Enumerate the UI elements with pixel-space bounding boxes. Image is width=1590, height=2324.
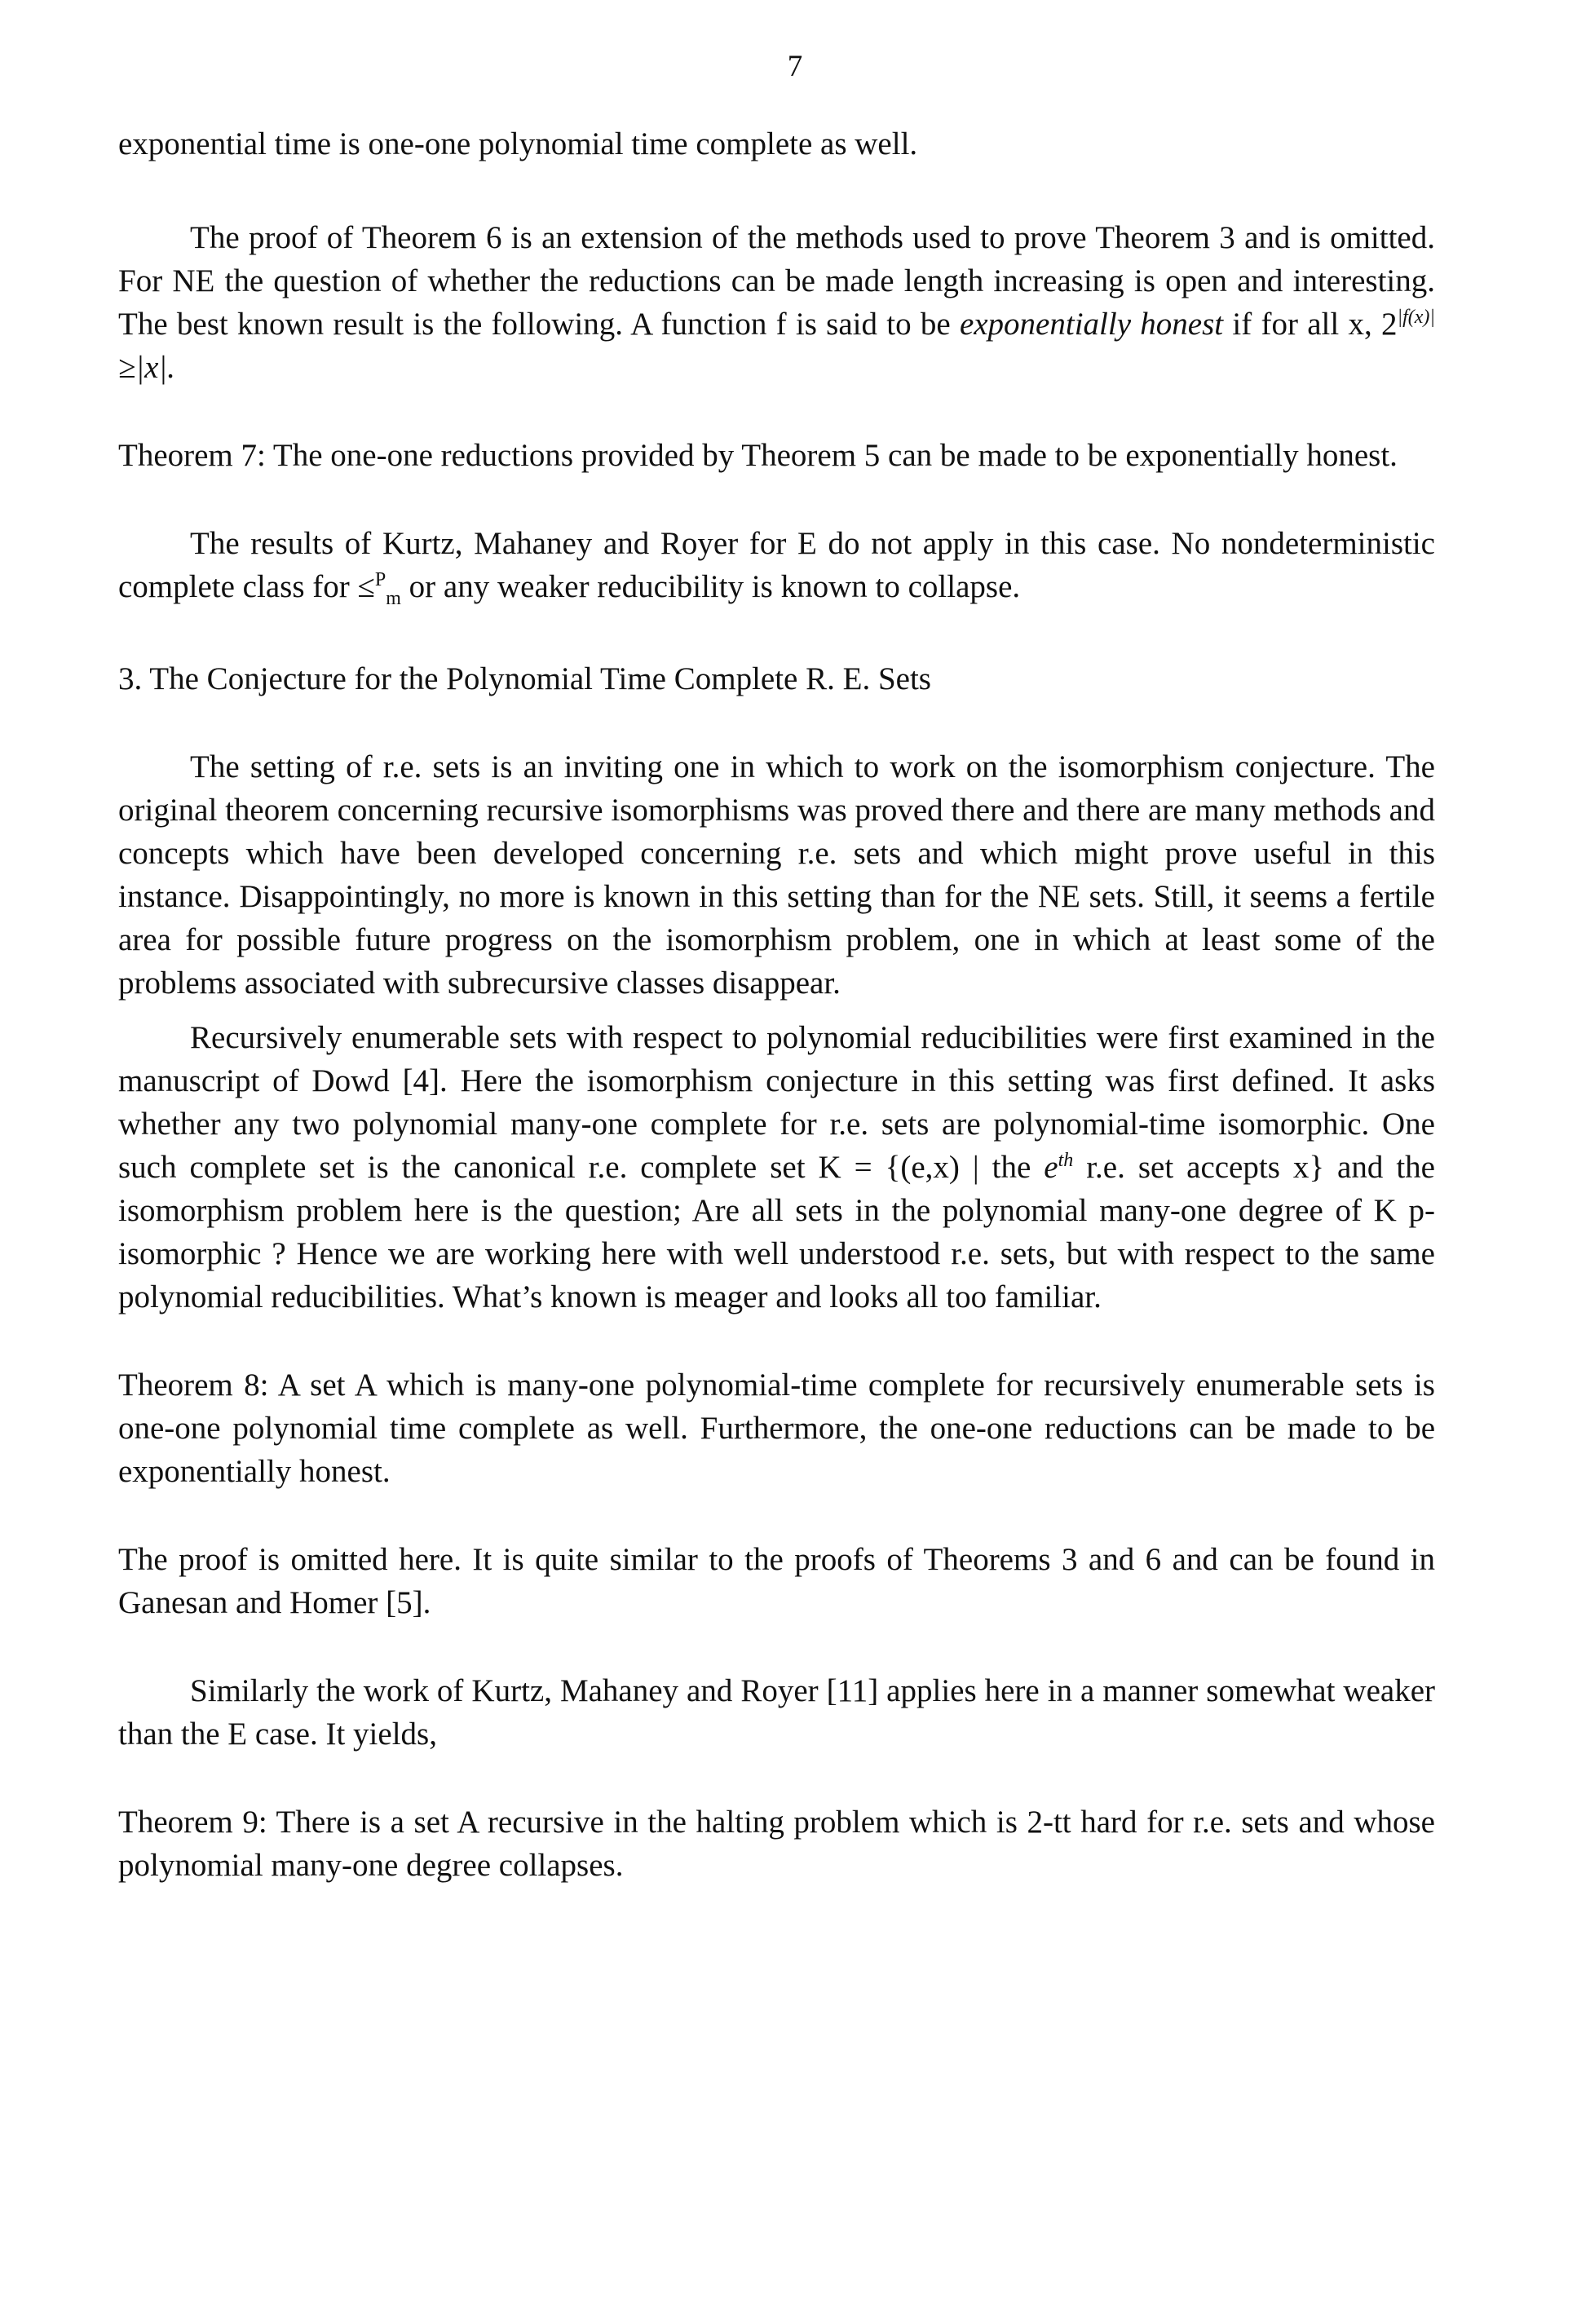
page-number: 7 (787, 50, 803, 83)
page-body (118, 122, 1435, 1887)
theorem-9: Theorem 9: There is a set A recursive in the halting problem which is 2-tt hard for r.e. sets and whose polynomial many-one degree collapses. (118, 1805, 1435, 1883)
paragraph-re-setting: The setting of r.e. sets is an inviting one in which to work on the isomorphism conjecture. The original theorem concerning recursive isomorphisms was proved there and there are many methods and concepts which have been developed concerning r.e. sets and which might prove useful in this instance. Disappointingly, no more is known in this setting than for the NE sets. Still, it seems a fertile area for possible future progress on the isomorphism problem, one in which at least some of the problems associated with subrecursive classes disappear. (118, 749, 1435, 1001)
paragraph-kmr-results (118, 522, 1435, 608)
e-letter: e (1044, 1150, 1058, 1185)
paragraph-intro: exponential time is one-one polynomial time complete as well. (118, 126, 918, 161)
le-symbol: ≤ (357, 569, 375, 604)
paragraph-kmr-similar: Similarly the work of Kurtz, Mahaney and Royer [11] applies here in a manner somewhat weaker than the E case. It yields, (118, 1673, 1435, 1752)
paragraph-theorem6-proof (118, 216, 1435, 389)
paragraph-dowd (118, 1016, 1435, 1319)
term-exponentially-honest: exponentially honest (959, 307, 1224, 342)
text-span: Recursively enumerable sets with respect to polynomial reducibilities were first examined in the manuscript of Dowd [4]. Here the isomorphism conjecture in this setting was first defined. It asks whether any two polynomial many-one complete for r.e. sets are polynomial-time isomorphic. One such complete set is the canonical r.e. complete set K = {(e,x) | the (118, 1020, 1435, 1185)
text-span: if for all x, (1223, 307, 1382, 342)
text-span: The proof of Theorem 6 is an extension of the methods used to prove Theorem 3 and is omitted. For NE the question of whether the reductions can be made length increasing is open and interesting. The best known result is the following. A function f is said to be (118, 220, 1435, 342)
symbol-subscript: m (386, 587, 401, 609)
theorem-8: Theorem 8: A set A which is many-one polynomial-time complete for recursively enumerable sets is one-one polynomial time complete as well. Furthermore, the one-one reductions can be made to be exponentially honest. (118, 1367, 1435, 1489)
reducibility-symbol (357, 569, 401, 609)
text-span: The results of Kurtz, Mahaney and Royer for E do not apply in this case. No nondeterministic complete class for (118, 526, 1435, 604)
formula-rest: ≥|x|. (118, 350, 175, 385)
formula-base: 2 (1381, 307, 1398, 342)
theorem-7: Theorem 7: The one-one reductions provided by Theorem 5 can be made to be exponentially honest. (118, 438, 1398, 473)
text-span: or any weaker reducibility is known to collapse. (400, 569, 1021, 604)
eth-symbol (1044, 1150, 1073, 1185)
text-span: r.e. set accepts x} and the isomorphism problem here is the question; Are all sets in the polynomial many-one degree of K p-isomorphic ? Hence we are working here with well understood r.e. sets, but with respect to the same polynomial reducibilities. What’s known is meager and looks all too familiar. (118, 1150, 1435, 1314)
paragraph-proof-omitted: The proof is omitted here. It is quite similar to the proofs of Theorems 3 and 6 and can be found in Ganesan and Homer [5]. (118, 1542, 1435, 1620)
th-superscript: th (1058, 1150, 1074, 1171)
formula-exponent: |f(x)| (1397, 307, 1436, 328)
section-heading: 3. The Conjecture for the Polynomial Time Complete R. E. Sets (118, 661, 931, 696)
symbol-superscript: P (374, 569, 386, 590)
